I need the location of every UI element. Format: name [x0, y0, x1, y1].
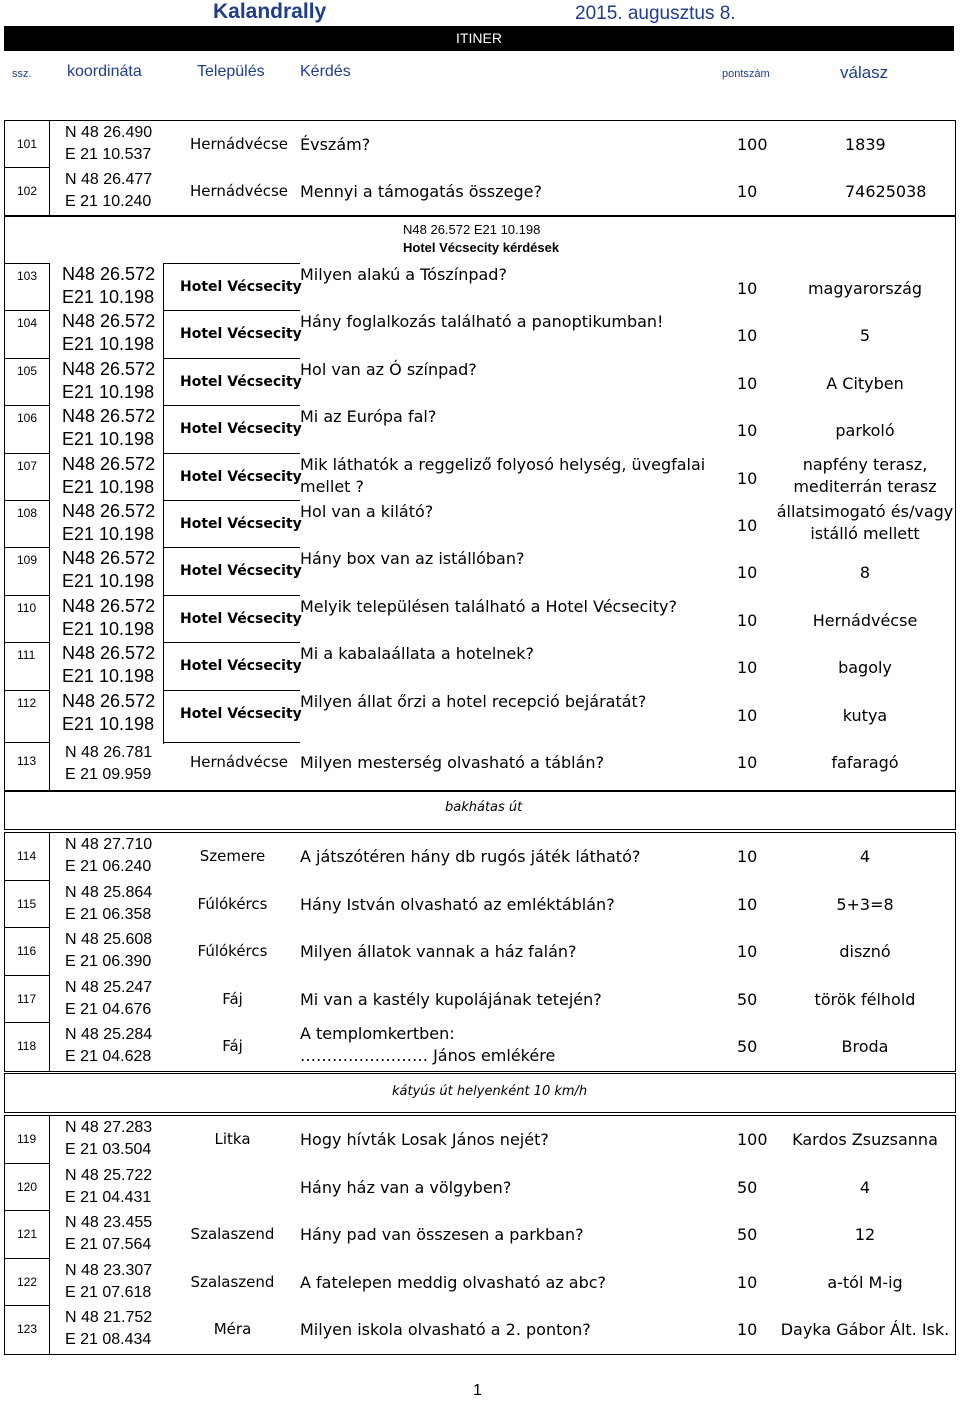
col-header-pontszam: pontszám: [722, 68, 770, 80]
question-text: Hol van az Ó színpad?: [300, 360, 477, 379]
row-divider: [4, 1210, 50, 1211]
row-number: 120: [17, 1180, 38, 1194]
col-header-koordinata: koordináta: [67, 63, 142, 80]
coordinate-e: E21 10.198: [62, 524, 155, 544]
row-divider: [4, 453, 50, 454]
row-divider: [4, 1258, 50, 1259]
question-text: Mi az Európa fal?: [300, 407, 437, 426]
place-name: Fáj: [222, 990, 243, 1008]
row-number: 121: [17, 1227, 38, 1241]
coordinate-e: E21 10.198: [62, 382, 155, 402]
answer-text: magyarország: [807, 279, 923, 298]
question-text: Mik láthatók a reggeliző folyosó helység, üvegfalai: [300, 455, 706, 474]
coordinate-n: N 48 26.490: [65, 124, 153, 141]
points-value: 10: [737, 326, 758, 345]
place-name: Hernádvécse: [190, 182, 289, 200]
answer-text: 5+3=8: [836, 895, 894, 914]
column-divider: [49, 1115, 50, 1354]
place-name: Fúlókércs: [197, 895, 268, 913]
points-value: 10: [737, 279, 758, 298]
question-text: Hány István olvasható az emléktáblán?: [300, 895, 615, 914]
answer-text: állatsimogató és/vagy: [776, 502, 954, 521]
place-name: Hotel Vécsecity: [180, 658, 302, 674]
question-text: Milyen mesterség olvasható a táblán?: [300, 753, 605, 772]
hotel-questions-heading: Hotel Vécsecity kérdések: [403, 240, 560, 255]
column-divider: [49, 263, 50, 791]
points-value: 10: [737, 706, 758, 725]
coordinate-n: N 48 26.781: [65, 744, 153, 761]
row-number: 111: [17, 648, 36, 662]
place-name: Méra: [213, 1320, 252, 1338]
row-divider: [163, 742, 300, 743]
row-number: 102: [17, 184, 38, 198]
points-value: 10: [737, 469, 758, 488]
coordinate-n: N48 26.572: [62, 454, 156, 474]
question-text-line2: mellet ?: [300, 477, 365, 496]
points-value: 10: [737, 1320, 758, 1339]
answer-text: Kardos Zsuzsanna: [792, 1130, 938, 1149]
answer-text: parkoló: [835, 421, 895, 440]
row-divider: [163, 263, 300, 264]
question-text: A templomkertben:: [300, 1024, 455, 1043]
place-name: Hotel Vécsecity: [180, 563, 302, 579]
row-divider: [4, 358, 50, 359]
coordinate-n: N 48 27.283: [65, 1119, 153, 1136]
points-value: 50: [737, 1037, 758, 1056]
place-name: Hotel Vécsecity: [180, 421, 302, 437]
coordinate-e: E 21 06.240: [65, 858, 152, 875]
coordinate-e: E 21 07.564: [65, 1236, 152, 1253]
coordinate-n: N48 26.572: [62, 596, 156, 616]
place-name: Hotel Vécsecity: [180, 706, 302, 722]
row-number: 118: [17, 1039, 37, 1053]
question-text: Mennyi a támogatás összege?: [300, 182, 542, 201]
column-divider: [49, 832, 50, 1071]
coordinate-n: N48 26.572: [62, 359, 156, 379]
points-value: 10: [737, 182, 758, 201]
row-number: 112: [17, 696, 37, 710]
coordinate-n: N 48 25.864: [65, 884, 153, 901]
row-number: 113: [17, 754, 37, 768]
row-divider: [4, 880, 50, 881]
question-text: Hány pad van összesen a parkban?: [300, 1225, 584, 1244]
answer-text: fafaragó: [831, 753, 899, 772]
answer-text: török félhold: [814, 990, 916, 1009]
points-value: 100: [737, 1130, 768, 1149]
coordinate-n: N 48 27.710: [65, 836, 153, 853]
coordinate-n: N48 26.572: [62, 501, 156, 521]
col-header-kerdes: Kérdés: [300, 63, 351, 80]
coordinate-e: E 21 03.504: [65, 1141, 152, 1158]
hotel-coords-heading: N48 26.572 E21 10.198: [403, 222, 541, 237]
coordinate-n: N 48 25.722: [65, 1167, 153, 1184]
coordinate-e: E 21 10.537: [65, 146, 152, 163]
row-divider: [4, 742, 50, 743]
row-number: 117: [17, 992, 37, 1006]
question-text: Milyen állat őrzi a hotel recepció bejáratát?: [300, 692, 647, 711]
row-divider: [4, 167, 50, 168]
answer-text: 74625038: [845, 182, 927, 201]
coordinate-n: N 48 21.752: [65, 1309, 153, 1326]
row-number: 119: [17, 1132, 37, 1146]
answer-text-line2: istálló mellett: [810, 524, 920, 543]
coordinate-e: E 21 06.390: [65, 953, 152, 970]
row-number: 101: [17, 137, 38, 151]
coordinate-n: N48 26.572: [62, 548, 156, 568]
answer-text-line2: mediterrán terasz: [793, 477, 937, 496]
row-divider: [4, 263, 50, 264]
place-name: Szalaszend: [190, 1273, 275, 1291]
coordinate-e: E 21 06.358: [65, 906, 152, 923]
coordinate-e: E 21 09.959: [65, 766, 152, 783]
points-value: 10: [737, 847, 758, 866]
answer-text: kutya: [842, 706, 888, 725]
road-note: bakhátas út: [445, 800, 523, 815]
place-name: Fáj: [222, 1037, 243, 1055]
row-divider: [163, 690, 300, 691]
coordinate-n: N 48 23.307: [65, 1262, 153, 1279]
place-name: Hotel Vécsecity: [180, 374, 302, 390]
question-text: Milyen iskola olvasható a 2. ponton?: [300, 1320, 591, 1339]
answer-text: A Cityben: [826, 374, 904, 393]
row-number: 108: [17, 506, 38, 520]
itiner-banner: ITINER: [4, 26, 954, 51]
row-divider: [4, 595, 50, 596]
place-name: Hotel Vécsecity: [180, 611, 302, 627]
place-name: Fúlókércs: [197, 942, 268, 960]
row-divider: [163, 310, 300, 311]
row-number: 105: [17, 364, 38, 378]
answer-text: 4: [859, 1178, 871, 1197]
place-name: Hotel Vécsecity: [180, 516, 302, 532]
row-divider: [4, 1305, 50, 1306]
coordinate-e: E 21 04.628: [65, 1048, 152, 1065]
row-divider: [163, 405, 300, 406]
row-divider: [163, 547, 300, 548]
row-divider: [4, 405, 50, 406]
points-value: 10: [737, 658, 758, 677]
coordinate-n: N48 26.572: [62, 691, 156, 711]
coordinate-e: E21 10.198: [62, 619, 155, 639]
points-value: 100: [737, 135, 768, 154]
coordinate-e: E 21 08.434: [65, 1331, 152, 1348]
row-number: 123: [17, 1322, 38, 1336]
row-divider: [4, 927, 50, 928]
row-divider: [4, 310, 50, 311]
row-divider: [4, 500, 50, 501]
coordinate-e: E21 10.198: [62, 334, 155, 354]
coordinate-n: N 48 25.284: [65, 1026, 153, 1043]
place-name: Hernádvécse: [190, 135, 289, 153]
coordinate-e: E 21 04.431: [65, 1189, 152, 1206]
place-name: Litka: [214, 1130, 251, 1148]
row-divider: [163, 500, 300, 501]
row-number: 110: [17, 601, 37, 615]
coordinate-e: E21 10.198: [62, 666, 155, 686]
coordinate-n: N48 26.572: [62, 264, 156, 284]
row-number: 107: [17, 459, 38, 473]
coordinate-n: N48 26.572: [62, 643, 156, 663]
question-text: Évszám?: [300, 135, 371, 154]
question-text: Mi van a kastély kupolájának tetején?: [300, 990, 602, 1009]
points-value: 10: [737, 563, 758, 582]
coordinate-e: E21 10.198: [62, 571, 155, 591]
answer-text: 4: [859, 847, 871, 866]
coordinate-e: E21 10.198: [62, 714, 155, 734]
place-name: Hotel Vécsecity: [180, 469, 302, 485]
question-text: Hány foglalkozás található a panoptikumban!: [300, 312, 664, 331]
place-name: Szalaszend: [190, 1225, 275, 1243]
answer-text: 5: [859, 326, 871, 345]
place-name: Hernádvécse: [190, 753, 289, 771]
answer-text: Dayka Gábor Ált. Isk.: [780, 1320, 950, 1339]
answer-text: a-tól M-ig: [827, 1273, 903, 1292]
answer-text: Hernádvécse: [812, 611, 918, 630]
place-name: Hotel Vécsecity: [180, 279, 302, 295]
points-value: 10: [737, 374, 758, 393]
points-value: 10: [737, 1273, 758, 1292]
row-number: 106: [17, 411, 38, 425]
col-header-telepules: Település: [197, 63, 265, 80]
row-number: 116: [17, 944, 37, 958]
coordinate-n: N 48 26.477: [65, 171, 153, 188]
answer-text: bagoly: [838, 658, 892, 677]
col-header-ssz: ssz.: [12, 68, 32, 80]
road-note: kátyús út helyenként 10 km/h: [392, 1084, 588, 1099]
coordinate-e: E 21 10.240: [65, 193, 152, 210]
points-value: 10: [737, 895, 758, 914]
points-value: 10: [737, 516, 758, 535]
answer-text: Broda: [841, 1037, 889, 1056]
points-value: 10: [737, 942, 758, 961]
row-divider: [4, 547, 50, 548]
row-divider: [163, 595, 300, 596]
answer-text: napfény terasz,: [802, 455, 928, 474]
row-divider: [163, 358, 300, 359]
question-text: Melyik településen található a Hotel Vécsecity?: [300, 597, 677, 616]
coordinate-e: E 21 04.676: [65, 1001, 152, 1018]
question-text: Hol van a kilátó?: [300, 502, 434, 521]
row-divider: [4, 642, 50, 643]
row-divider: [4, 690, 50, 691]
points-value: 50: [737, 1225, 758, 1244]
column-divider: [163, 263, 164, 744]
question-text: Milyen állatok vannak a ház falán?: [300, 942, 577, 961]
points-value: 10: [737, 421, 758, 440]
coordinate-n: N 48 25.247: [65, 979, 153, 996]
coordinate-n: N48 26.572: [62, 406, 156, 426]
answer-text: 8: [859, 563, 871, 582]
col-header-valasz: válasz: [840, 63, 889, 82]
answer-text: disznó: [839, 942, 891, 961]
points-value: 50: [737, 990, 758, 1009]
page-number: 1: [473, 1382, 482, 1399]
row-number: 115: [17, 897, 37, 911]
row-divider: [4, 1022, 50, 1023]
answer-text: 12: [854, 1225, 876, 1244]
question-text: A fatelepen meddig olvasható az abc?: [300, 1273, 607, 1292]
coordinate-n: N 48 25.608: [65, 931, 153, 948]
coordinate-e: E21 10.198: [62, 287, 155, 307]
place-name: Szemere: [199, 847, 266, 865]
row-divider: [4, 975, 50, 976]
question-text: A játszótéren hány db rugós játék látható?: [300, 847, 641, 866]
document-date: 2015. augusztus 8.: [575, 3, 736, 24]
question-text: Milyen alakú a Tószínpad?: [300, 265, 507, 284]
row-divider: [163, 453, 300, 454]
place-name: Hotel Vécsecity: [180, 326, 302, 342]
coordinate-n: N48 26.572: [62, 311, 156, 331]
points-value: 10: [737, 753, 758, 772]
row-divider: [4, 1163, 50, 1164]
points-value: 10: [737, 611, 758, 630]
question-text: Mi a kabalaállata a hotelnek?: [300, 644, 535, 663]
row-divider: [163, 642, 300, 643]
answer-text: 1839: [845, 135, 886, 154]
row-number: 103: [17, 269, 38, 283]
coordinate-e: E21 10.198: [62, 429, 155, 449]
coordinate-e: E21 10.198: [62, 477, 155, 497]
question-text: Hány box van az istállóban?: [300, 549, 525, 568]
question-text: Hogy hívták Losak János nejét?: [300, 1130, 549, 1149]
document-title: Kalandrally: [213, 0, 327, 23]
points-value: 50: [737, 1178, 758, 1197]
row-number: 104: [17, 316, 38, 330]
coordinate-e: E 21 07.618: [65, 1284, 152, 1301]
question-text-line2: …………………… János emlékére: [300, 1046, 556, 1065]
row-number: 114: [17, 849, 37, 863]
row-number: 122: [17, 1275, 38, 1289]
coordinate-n: N 48 23.455: [65, 1214, 153, 1231]
row-number: 109: [17, 553, 38, 567]
column-divider: [49, 120, 50, 216]
question-text: Hány ház van a völgyben?: [300, 1178, 512, 1197]
